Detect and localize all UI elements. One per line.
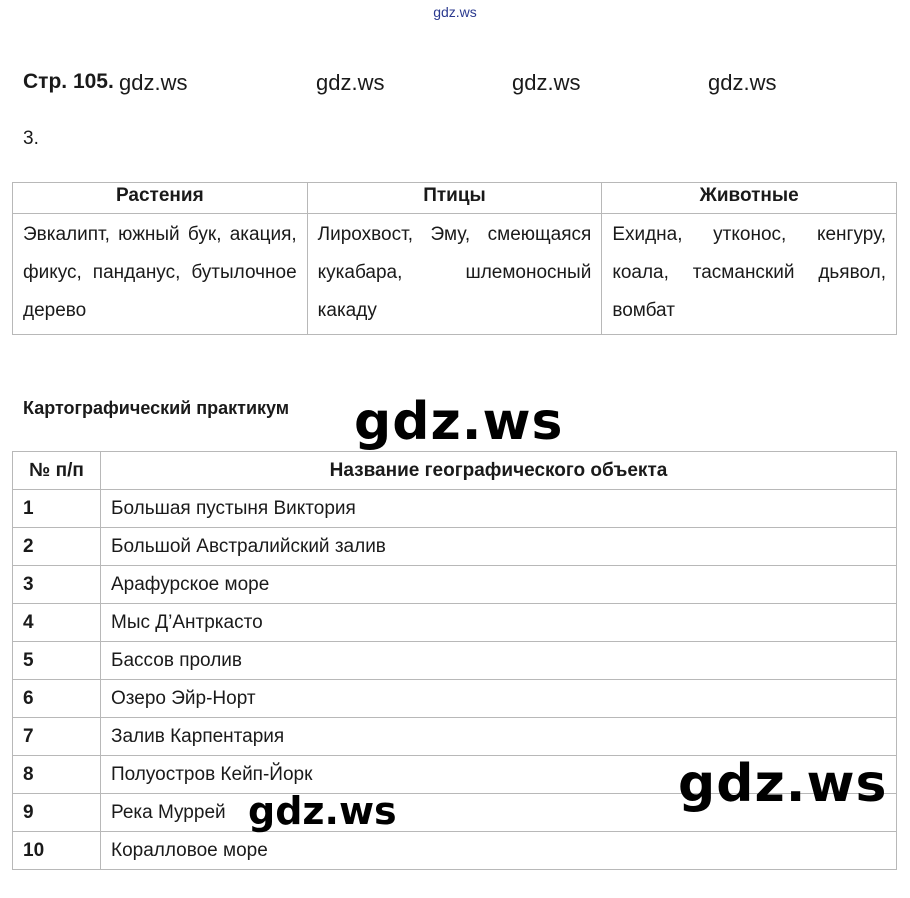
row-object-name: Бассов пролив xyxy=(101,642,897,680)
table-row xyxy=(13,604,897,642)
row-object-name: Мыс Д’Антркасто xyxy=(101,604,897,642)
row-number: 9 xyxy=(13,794,101,832)
cell-plants: Эвкалипт, южный бук, акация, фикус, панданус, бутылочное дерево xyxy=(13,214,308,335)
header-watermark-1: gdz.ws xyxy=(119,70,188,95)
cell-animals: Ехидна, утконос, кенгуру, коала, тасманский дьявол, вомбат xyxy=(602,214,897,335)
row-object-name: Полуостров Кейп-Йорк xyxy=(101,756,897,794)
watermark-top: gdz.ws xyxy=(433,4,477,20)
row-object-name: Залив Карпентария xyxy=(101,718,897,756)
cell-birds: Лирохвост, Эму, смеющаяся кукабара, шлемоносный какаду xyxy=(307,214,602,335)
table-row xyxy=(13,832,897,870)
row-object-name: Коралловое море xyxy=(101,832,897,870)
row-number: 4 xyxy=(13,604,101,642)
row-number: 2 xyxy=(13,528,101,566)
table-row xyxy=(13,566,897,604)
row-number: 8 xyxy=(13,756,101,794)
watermark-right: gdz.ws xyxy=(678,754,888,814)
row-object-name: Большой Австралийский залив xyxy=(101,528,897,566)
watermark-mid: gdz.ws xyxy=(248,789,397,833)
header-object-name: Название географического объекта xyxy=(101,452,897,490)
table-row xyxy=(13,718,897,756)
header-watermark-2: gdz.ws xyxy=(316,70,385,95)
table-row xyxy=(13,642,897,680)
header-animals: Животные xyxy=(602,183,897,214)
row-object-name: Озеро Эйр-Норт xyxy=(101,680,897,718)
header-plants: Растения xyxy=(13,183,308,214)
page-label: Стр. 105. xyxy=(23,70,114,93)
task-number: 3. xyxy=(23,128,39,149)
row-number: 3 xyxy=(13,566,101,604)
row-number: 7 xyxy=(13,718,101,756)
watermark-big: gdz.ws xyxy=(354,392,564,452)
row-object-name: Арафурское море xyxy=(101,566,897,604)
table-row xyxy=(13,680,897,718)
table-row xyxy=(13,490,897,528)
header-birds: Птицы xyxy=(307,183,602,214)
row-number: 5 xyxy=(13,642,101,680)
header-watermark-4: gdz.ws xyxy=(708,70,777,95)
row-number: 6 xyxy=(13,680,101,718)
row-number: 10 xyxy=(13,832,101,870)
header-number: № п/п xyxy=(13,452,101,490)
row-number: 1 xyxy=(13,490,101,528)
table-header-row xyxy=(13,183,897,214)
section-title: Картографический практикум xyxy=(23,398,290,418)
table-header-row xyxy=(13,452,897,490)
header-watermark-3: gdz.ws xyxy=(512,70,581,95)
table-row xyxy=(13,528,897,566)
table-row xyxy=(13,214,897,335)
row-object-name: Большая пустыня Виктория xyxy=(101,490,897,528)
row-object-name: Река Муррей xyxy=(101,794,897,832)
species-table xyxy=(12,182,897,335)
